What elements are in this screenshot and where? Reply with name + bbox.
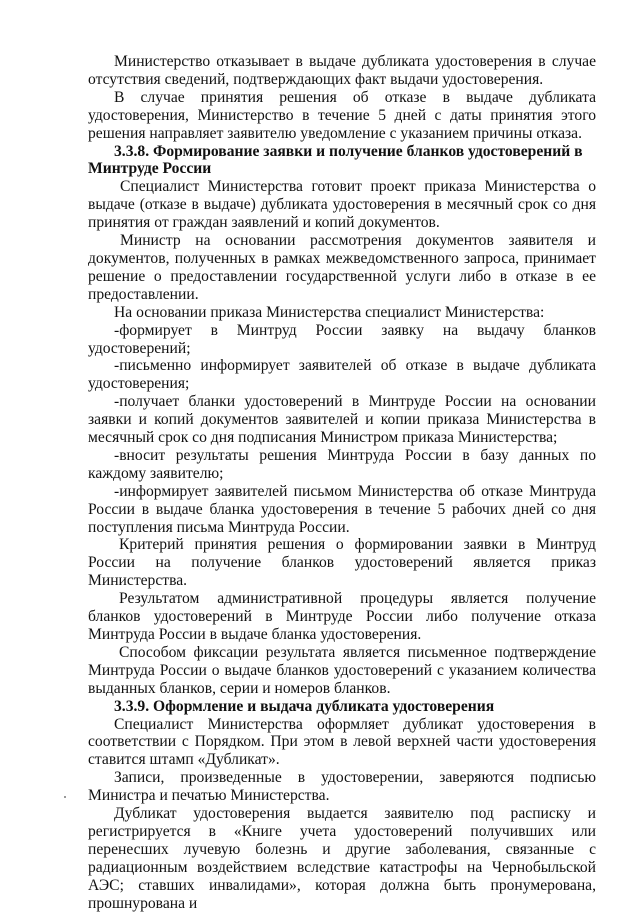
paragraph: Министерство отказывает в выдаче дубликата удостоверения в случае отсутствия сведений, подтверждающих факт выдачи удостоверения. — [88, 53, 596, 88]
document-page — [88, 53, 596, 913]
paragraph: Министр на основании рассмотрения документов заявителя и документов, полученных в рамках межведомственного запроса, принимает решение о предоставлении государственной услуги либо в отказе в ее предоставлении. — [88, 232, 596, 303]
list-item: -вносит результаты решения Минтруда России в базу данных по каждому заявителю; — [88, 446, 596, 482]
paragraph: Способом фиксации результата является письменное подтверждение Минтруда России о выдаче бланков удостоверений с указанием количества выданных бланков, серии и номеров бланков. — [88, 643, 596, 697]
list-item: -информирует заявителей письмом Министерства об отказе Минтруда России в выдаче бланка удостоверения в течение 5 рабочих дней со дня поступления письма Минтруда России. — [88, 482, 596, 536]
paragraph: Дубликат удостоверения выдается заявителю под расписку и регистрируется в «Книге учета удостоверений получивших или перенесших лучевую болезнь и другие заболевания, связанные с радиационным воздействием вследствие катастрофы на Чернобыльской АЭС; ставших инвалидами», которая должна быть пронумерована, прошнурована и — [88, 805, 596, 912]
paragraph: В случае принятия решения об отказе в выдаче дубликата удостоверения, Министерство в течение 5 дней с даты принятия этого решения направляет заявителю уведомление с указанием причины отказа. — [88, 88, 596, 142]
paragraph: Записи, произведенные в удостоверении, заверяются подписью Министра и печатью Министерства. — [88, 769, 596, 805]
scan-speck — [64, 796, 66, 798]
list-item: -письменно информирует заявителей об отказе в выдаче дубликата удостоверения; — [88, 357, 596, 393]
paragraph: Критерий принятия решения о формировании заявки в Минтруд России на получение бланков удостоверений является приказ Министерства. — [88, 536, 596, 590]
paragraph: Результатом административной процедуры является получение бланков удостоверений в Минтруде России либо получение отказа Минтруда России в выдаче бланка удостоверения. — [88, 590, 596, 643]
list-item: -формирует в Минтруд России заявку на выдачу бланков удостоверений; — [88, 321, 596, 357]
paragraph: На основании приказа Министерства специалист Министерства: — [114, 303, 545, 321]
list-item: -получает бланки удостоверений в Минтруде России на основании заявки и копий документов заявителей и копии приказа Министерства в месячный срок со дня подписания Министром приказа Министерства; — [88, 393, 596, 447]
section-heading: 3.3.8. Формирование заявки и получение бланков удостоверений в Минтруде России — [88, 142, 583, 178]
paragraph: Специалист Министерства готовит проект приказа Министерства о выдаче (отказе в выдаче) дубликата удостоверения в месячный срок со дня принятия от граждан заявлений и копий документов. — [88, 178, 596, 232]
section-heading: 3.3.9. Оформление и выдача дубликата удостоверения — [114, 697, 495, 715]
paragraph: Специалист Министерства оформляет дубликат удостоверения в соответствии с Порядком. При этом в левой верхней части удостоверения ставится штамп «Дубликат». — [88, 715, 596, 769]
